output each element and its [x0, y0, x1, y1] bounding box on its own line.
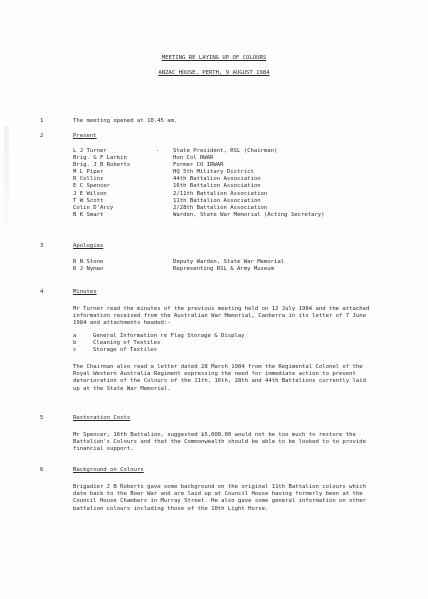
section-3-heading: Apologies	[73, 243, 104, 249]
document-page: MEETING RE LAYING UP OF COLOURS ANZAC HOUSE, PERTH, 9 AUGUST 1984 1 The meeting opened at 10.45 am. 2 Present L J Turner - State President, RSL (Chairman) Brig. G F Larkin Hon Col RWAR Brig. J B Roberts Former CO IRWAR M L Piper HQ 5th Military District R Collins 44th Battalion Association E C Spencer 16th Battalion Association J E Wilson 2/11th Battalion Association T W Scott 11th Battalion Association Colin D'Arcy 2/28th Battalion Association B K Smart Warden, State War Memorial (Acting Secretary) 3 Apologies R N Stone Deputy Warden, State War Memorial R J Nyman Representing RSL & Army Museum 4 Minutes Mr Turner read the minutes of the previous meeting held on 12 July 1984 and the attached information received from the Australian War Memorial, Canberra in its letter of 7 June 1984 and attachments headed:- a General Information re Flag Storage & Display b Cleaning of Textiles c Storage of Textiles The Chairman also read a letter dated 28 March 1984 from the Regimental Colonel of the Royal Western Australia Regiment expressing the need for immediate action to prevent deterioration of the Colours of the 11th, 16th, 28th and 44th Battalions currently laid up at the State War Memorial. 5 Restoration Costs Mr Spencer, 16th Battalion, suggested $5,000.00 would not be too much to restore the Battalion's Colours and that the Commonwealth should be able to be looked to to provide financial support. 6 Background on Colours Brigadier J B Roberts gave some background on the original 11th Battalion colours which date back to the Boer War and are laid up at Council House having formerly been at the Council House Chambers in Murray Street. He also gave some general information on other battalion colours including those of the 10th Light Horse.	[0, 0, 428, 599]
section-1-text: The meeting opened at 10.45 am.	[73, 118, 178, 124]
section-1-number: 1	[40, 118, 44, 124]
section-3-number: 3	[40, 243, 44, 249]
restoration-paragraph: Mr Spencer, 16th Battalion, suggested $5,000.00 would not be too much to restore the Battalion's Colours and that the Commonwealth should be able to be looked to to provide financial support.	[73, 432, 366, 453]
section-6-heading: Background on Colours	[73, 467, 144, 473]
document-subtitle: ANZAC HOUSE, PERTH, 9 AUGUST 1984	[158, 70, 270, 76]
section-2-number: 2	[40, 133, 44, 139]
section-5-heading: Restoration Costs	[73, 415, 131, 421]
section-4-number: 4	[40, 289, 44, 295]
background-paragraph: Brigadier J B Roberts gave some background on the original 11th Battalion colours which date back to the Boer War and are laid up at Council House having formerly been at the Council House Chambers in Murray Street. He also gave some general information on other battalion colours including those of the 10th Light Horse.	[73, 484, 366, 512]
document-title: MEETING RE LAYING UP OF COLOURS	[161, 55, 267, 61]
punch-hole-shadow	[4, 126, 9, 226]
section-6-number: 6	[40, 467, 44, 473]
section-4-heading: Minutes	[73, 289, 97, 295]
section-2-heading: Present	[73, 133, 97, 139]
section-5-number: 5	[40, 415, 44, 421]
minutes-paragraph-2: The Chairman also read a letter dated 28 March 1984 from the Regimental Colonel of the Royal Western Australia Regiment expressing the need for immediate action to prevent deterioration of the Colours of the 11th, 16th, 28th and 44th Battalions currently laid up at the State War Memorial.	[73, 364, 366, 392]
minutes-paragraph-1: Mr Turner read the minutes of the previous meeting held on 12 July 1984 and the attached information received from the Australian War Memorial, Canberra in its letter of 7 June 1984 and attachments headed:-	[73, 306, 370, 327]
